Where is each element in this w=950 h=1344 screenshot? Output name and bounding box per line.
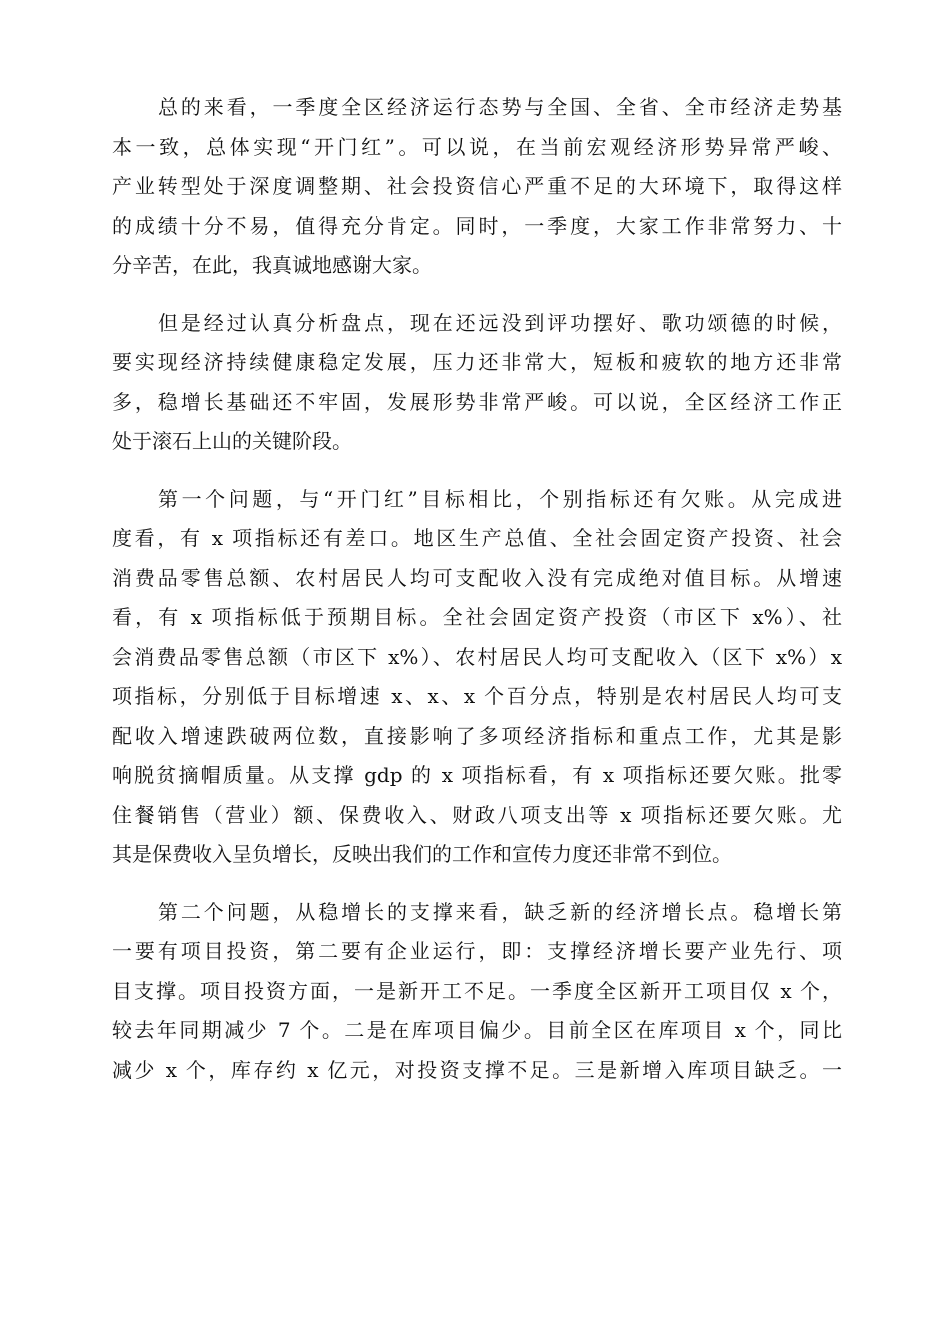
text-line: 配收入增速跌破两位数，直接影响了多项经济指标和重点工作，尤其是影 [112, 723, 842, 748]
text-line: 看，有 x 项指标低于预期目标。全社会固定资产投资（市区下 x%）、社 [112, 605, 842, 629]
text-line: 项指标，分别低于目标增速 x、x、x 个百分点，特别是农村居民人均可支 [112, 684, 842, 708]
text-line: 但是经过认真分析盘点，现在还远没到评功摆好、歌功颂德的时候， [158, 310, 842, 335]
text-line: 第二个问题，从稳增长的支撑来看，缺乏新的经济增长点。稳增长第 [158, 899, 842, 924]
text-line: 产业转型处于深度调整期、社会投资信心严重不足的大环境下，取得这样 [112, 174, 842, 198]
paragraph-1 [112, 88, 842, 286]
paragraph-4 [112, 893, 842, 1091]
text-line: 多，稳增长基础还不牢固，发展形势非常严峻。可以说，全区经济工作正 [112, 389, 842, 414]
document-body [112, 88, 842, 1108]
text-line: 会消费品零售总额（市区下 x%）、农村居民人均可支配收入（区下 x%）x [112, 644, 842, 669]
text-line: 其是保费收入呈负增长，反映出我们的工作和宣传力度还非常不到位。 [112, 842, 732, 866]
text-line: 处于滚石上山的关键阶段。 [112, 429, 352, 453]
paragraph-3 [112, 480, 842, 875]
text-line: 目支撑。项目投资方面，一是新开工不足。一季度全区新开工项目仅 x 个， [112, 978, 842, 1003]
text-line: 要实现经济持续健康稳定发展，压力还非常大，短板和疲软的地方还非常 [112, 350, 842, 374]
text-line: 较去年同期减少 7 个。二是在库项目偏少。目前全区在库项目 x 个，同比 [112, 1018, 842, 1042]
text-line: 总的来看，一季度全区经济运行态势与全国、全省、全市经济走势基 [158, 95, 842, 119]
text-line: 住餐销售（营业）额、保费收入、财政八项支出等 x 项指标还要欠账。尤 [112, 802, 842, 827]
text-line: 的成绩十分不易，值得充分肯定。同时，一季度，大家工作非常努力、十 [112, 213, 842, 238]
text-line: 本一致，总体实现“开门红”。可以说，在当前宏观经济形势异常严峻、 [112, 134, 842, 159]
text-line: 第一个问题，与“开门红”目标相比，个别指标还有欠账。从完成进 [158, 486, 842, 511]
text-line: 消费品零售总额、农村居民人均可支配收入没有完成绝对值目标。从增速 [112, 565, 842, 590]
text-line: 响脱贫摘帽质量。从支撑 gdp 的 x 项指标看，有 x 项指标还要欠账。批零 [112, 763, 842, 787]
paragraph-2 [112, 304, 842, 462]
text-line: 分辛苦，在此，我真诚地感谢大家。 [112, 253, 432, 277]
text-line: 一要有项目投资，第二要有企业运行，即：支撑经济增长要产业先行、项 [112, 939, 842, 963]
text-line: 度看，有 x 项指标还有差口。地区生产总值、全社会固定资产投资、社会 [112, 526, 842, 550]
text-line: 减少 x 个，库存约 x 亿元，对投资支撑不足。三是新增入库项目缺乏。一 [112, 1057, 842, 1082]
